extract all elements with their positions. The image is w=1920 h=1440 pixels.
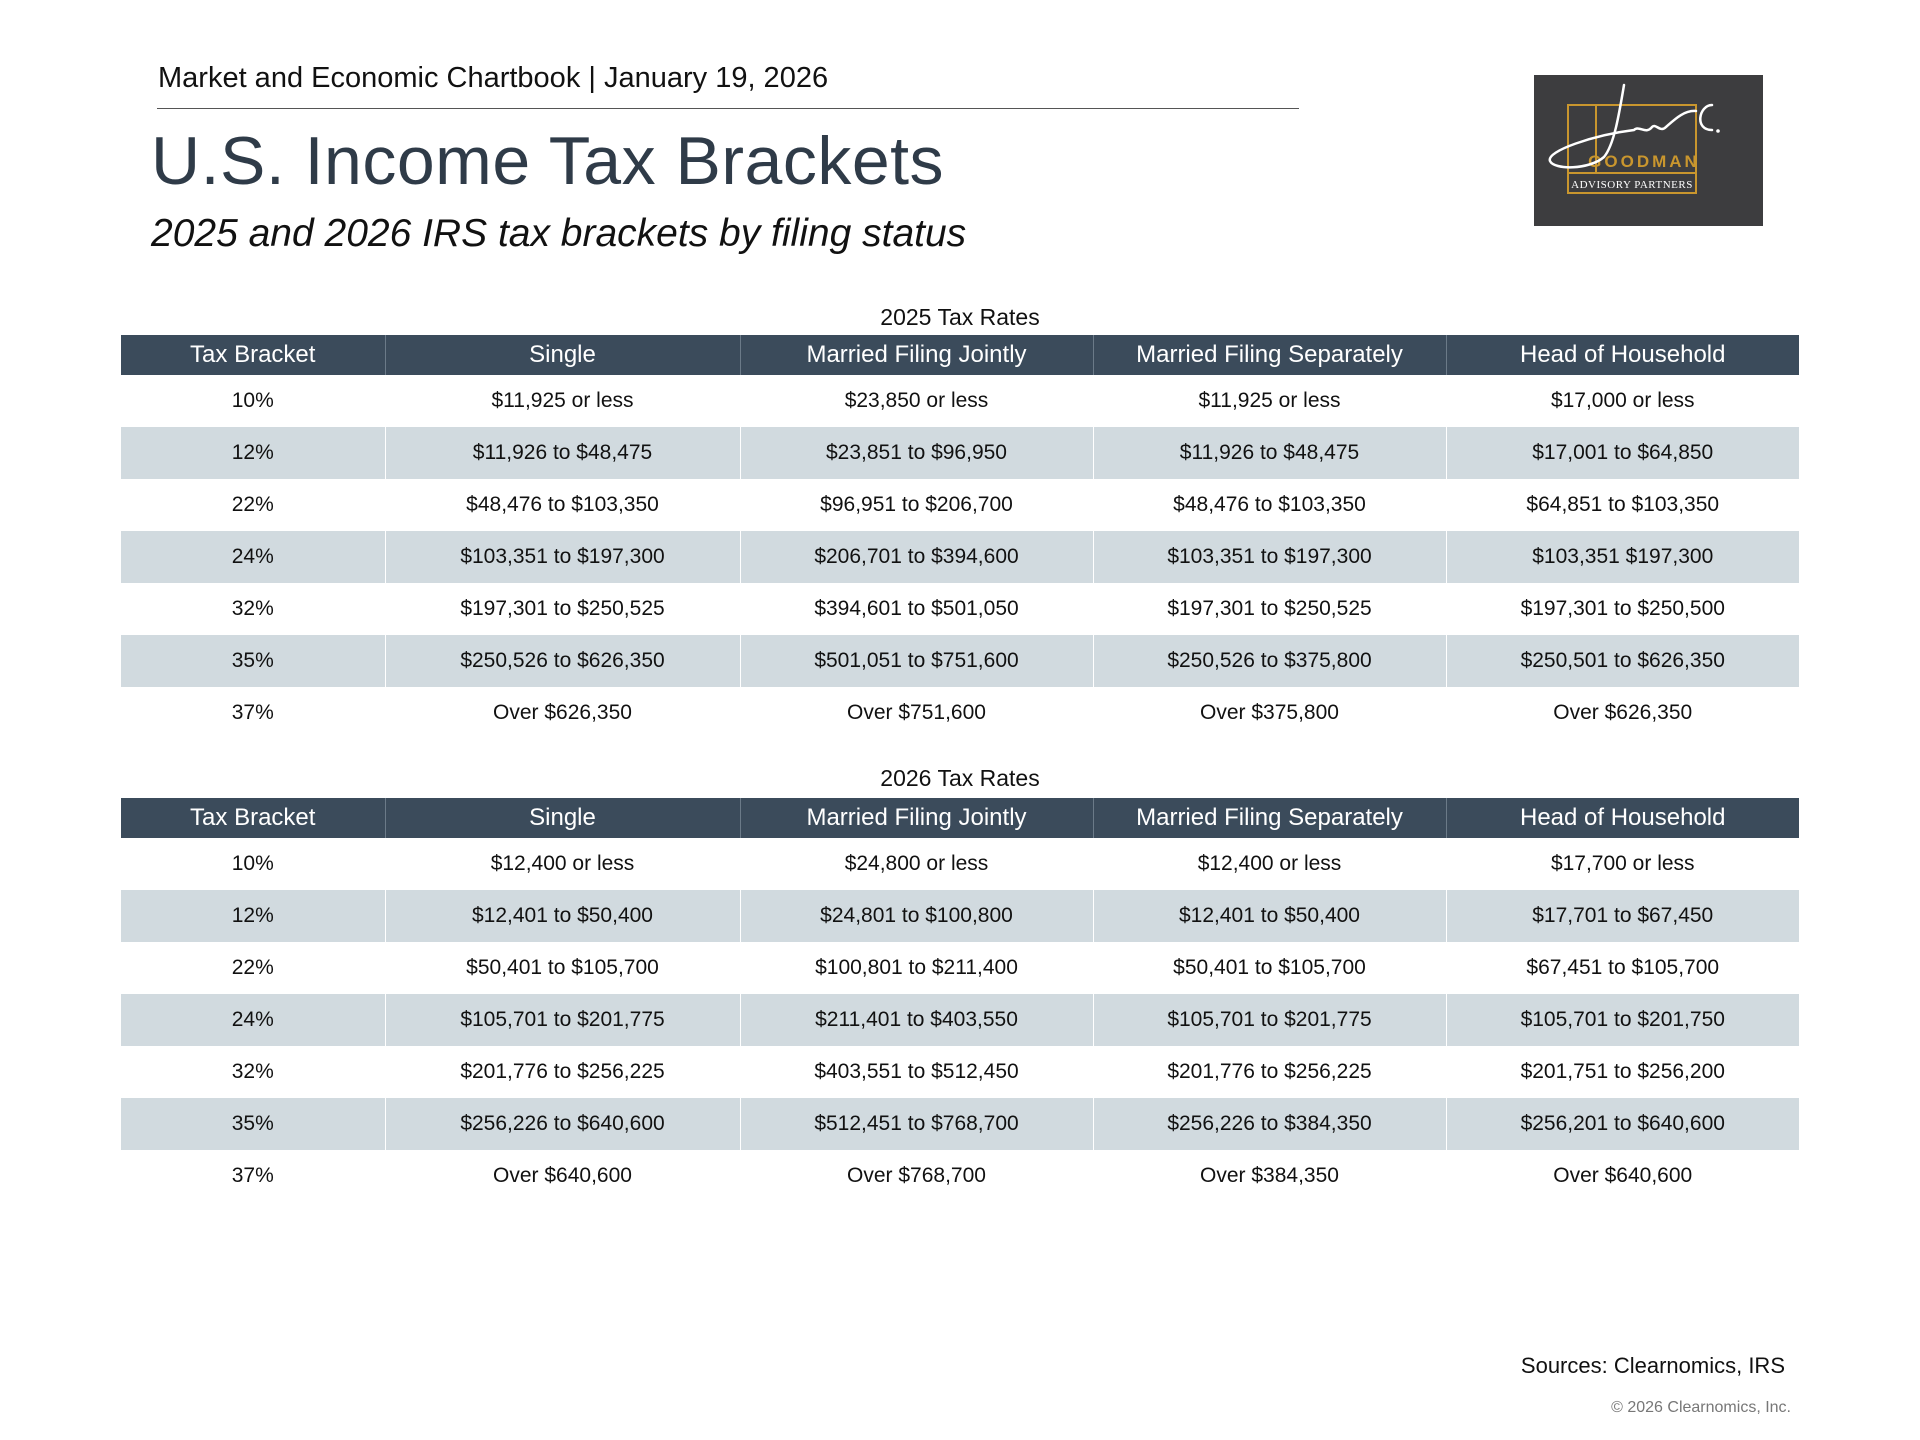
- cell-tax-bracket: 24%: [121, 994, 385, 1046]
- column-header-tax-bracket: Tax Bracket: [121, 798, 385, 838]
- cell-married-filing-jointly: $394,601 to $501,050: [740, 583, 1093, 635]
- cell-tax-bracket: 12%: [121, 890, 385, 942]
- table-row: [121, 1046, 1799, 1098]
- cell-married-filing-jointly: $206,701 to $394,600: [740, 531, 1093, 583]
- chartbook-kicker: Market and Economic Chartbook | January 19, 2026: [158, 62, 829, 94]
- cell-head-of-household: $67,451 to $105,700: [1446, 942, 1799, 994]
- cell-married-filing-jointly: $403,551 to $512,450: [740, 1046, 1093, 1098]
- cell-head-of-household: $64,851 to $103,350: [1446, 479, 1799, 531]
- table-row: [121, 838, 1799, 890]
- cell-tax-bracket: 32%: [231, 597, 274, 620]
- cell-single: $12,400 or less: [385, 838, 740, 890]
- table-2026-caption: 2026 Tax Rates: [880, 765, 1040, 791]
- cell-married-filing-jointly: $512,451 to $768,700: [740, 1098, 1093, 1150]
- cell-married-filing-separately: $197,301 to $250,525: [1093, 583, 1446, 635]
- cell-married-filing-separately: $105,701 to $201,775: [1093, 994, 1446, 1046]
- cell-tax-bracket: 35%: [121, 1098, 385, 1150]
- cell-single: $103,351 to $197,300: [385, 531, 740, 583]
- cell-head-of-household: $197,301 to $250,500: [1446, 583, 1799, 635]
- cell-single: $197,301 to $250,525: [385, 583, 740, 635]
- cell-married-filing-separately: $48,476 to $103,350: [1093, 479, 1446, 531]
- cell-tax-bracket: 10%: [231, 389, 274, 412]
- tax-table-2026: [121, 798, 1799, 1202]
- column-header-head-of-household: Head of Household: [1446, 798, 1799, 838]
- cell-married-filing-separately: $103,351 to $197,300: [1093, 531, 1446, 583]
- cell-tax-bracket: 12%: [121, 427, 385, 479]
- cell-tax-bracket: 37%: [231, 701, 274, 724]
- cell-head-of-household: $201,751 to $256,200: [1446, 1046, 1799, 1098]
- cell-single: $256,226 to $640,600: [385, 1098, 740, 1150]
- cell-single: $48,476 to $103,350: [385, 479, 740, 531]
- cell-married-filing-separately: $201,776 to $256,225: [1093, 1046, 1446, 1098]
- cell-married-filing-jointly: $96,951 to $206,700: [740, 479, 1093, 531]
- column-header-married-filing-separately: Married Filing Separately: [1093, 335, 1446, 375]
- cell-single: $105,701 to $201,775: [385, 994, 740, 1046]
- tax-table-2025: [121, 335, 1799, 739]
- cell-tax-bracket: 22%: [231, 956, 274, 979]
- table-row: [121, 1098, 1799, 1150]
- table-row: [121, 531, 1799, 583]
- header-divider: [157, 108, 1299, 109]
- cell-married-filing-separately: $11,926 to $48,475: [1093, 427, 1446, 479]
- cell-tax-bracket: 32%: [231, 1060, 274, 1083]
- cell-married-filing-jointly: $100,801 to $211,400: [740, 942, 1093, 994]
- cell-head-of-household: $17,000 or less: [1446, 375, 1799, 427]
- cell-head-of-household: $17,001 to $64,850: [1446, 427, 1799, 479]
- cell-head-of-household: $17,700 or less: [1446, 838, 1799, 890]
- cell-single: $50,401 to $105,700: [385, 942, 740, 994]
- cell-single: Over $640,600: [385, 1150, 740, 1202]
- cell-married-filing-jointly: Over $768,700: [740, 1150, 1093, 1202]
- cell-single: Over $626,350: [385, 687, 740, 739]
- column-header-married-filing-separately: Married Filing Separately: [1093, 798, 1446, 838]
- svg-text:GOODMAN: GOODMAN: [1588, 152, 1700, 171]
- cell-married-filing-jointly: $24,800 or less: [740, 838, 1093, 890]
- cell-married-filing-jointly: $24,801 to $100,800: [740, 890, 1093, 942]
- page-title: U.S. Income Tax Brackets: [151, 123, 945, 199]
- cell-head-of-household: $103,351 $197,300: [1446, 531, 1799, 583]
- cell-single: $11,926 to $48,475: [385, 427, 740, 479]
- header-row: [121, 335, 1799, 375]
- page-subtitle: 2025 and 2026 IRS tax brackets by filing status: [151, 212, 967, 255]
- cell-married-filing-separately: $12,401 to $50,400: [1093, 890, 1446, 942]
- cell-married-filing-separately: $250,526 to $375,800: [1093, 635, 1446, 687]
- cell-tax-bracket: 35%: [121, 635, 385, 687]
- cell-married-filing-separately: $11,925 or less: [1093, 375, 1446, 427]
- table-row: [121, 375, 1799, 427]
- table-row: [121, 479, 1799, 531]
- table-row: [121, 942, 1799, 994]
- table-row: [121, 583, 1799, 635]
- column-header-married-filing-jointly: Married Filing Jointly: [740, 798, 1093, 838]
- cell-married-filing-jointly: $23,850 or less: [740, 375, 1093, 427]
- svg-text:ADVISORY PARTNERS: ADVISORY PARTNERS: [1571, 179, 1693, 191]
- cell-tax-bracket: 22%: [231, 493, 274, 516]
- cell-married-filing-separately: $256,226 to $384,350: [1093, 1098, 1446, 1150]
- cell-single: $12,401 to $50,400: [385, 890, 740, 942]
- cell-head-of-household: $105,701 to $201,750: [1446, 994, 1799, 1046]
- cell-married-filing-separately: $50,401 to $105,700: [1093, 942, 1446, 994]
- cell-head-of-household: Over $640,600: [1446, 1150, 1799, 1202]
- header-row: [121, 798, 1799, 838]
- cell-head-of-household: $250,501 to $626,350: [1446, 635, 1799, 687]
- table-row: [121, 427, 1799, 479]
- cell-tax-bracket: 24%: [121, 531, 385, 583]
- column-header-single: Single: [385, 335, 740, 375]
- cell-head-of-household: Over $626,350: [1446, 687, 1799, 739]
- table-2025-caption: 2025 Tax Rates: [880, 304, 1040, 330]
- cell-tax-bracket: 10%: [231, 852, 274, 875]
- copyright-note: © 2026 Clearnomics, Inc.: [1611, 1399, 1791, 1416]
- table-row: [121, 890, 1799, 942]
- company-logo: [1534, 75, 1763, 226]
- column-header-single: Single: [385, 798, 740, 838]
- column-header-tax-bracket: Tax Bracket: [121, 335, 385, 375]
- cell-married-filing-separately: Over $384,350: [1093, 1150, 1446, 1202]
- cell-married-filing-separately: $12,400 or less: [1093, 838, 1446, 890]
- cell-married-filing-jointly: Over $751,600: [740, 687, 1093, 739]
- cell-single: $250,526 to $626,350: [385, 635, 740, 687]
- table-row: [121, 1150, 1799, 1202]
- table-row: [121, 687, 1799, 739]
- cell-married-filing-jointly: $23,851 to $96,950: [740, 427, 1093, 479]
- cell-single: $11,925 or less: [385, 375, 740, 427]
- cell-married-filing-separately: Over $375,800: [1093, 687, 1446, 739]
- cell-married-filing-jointly: $501,051 to $751,600: [740, 635, 1093, 687]
- column-header-head-of-household: Head of Household: [1446, 335, 1799, 375]
- table-row: [121, 994, 1799, 1046]
- cell-tax-bracket: 37%: [231, 1164, 274, 1187]
- cell-head-of-household: $17,701 to $67,450: [1446, 890, 1799, 942]
- cell-single: $201,776 to $256,225: [385, 1046, 740, 1098]
- column-header-married-filing-jointly: Married Filing Jointly: [740, 335, 1093, 375]
- table-row: [121, 635, 1799, 687]
- sources-note: Sources: Clearnomics, IRS: [1520, 1353, 1785, 1378]
- cell-head-of-household: $256,201 to $640,600: [1446, 1098, 1799, 1150]
- cell-married-filing-jointly: $211,401 to $403,550: [740, 994, 1093, 1046]
